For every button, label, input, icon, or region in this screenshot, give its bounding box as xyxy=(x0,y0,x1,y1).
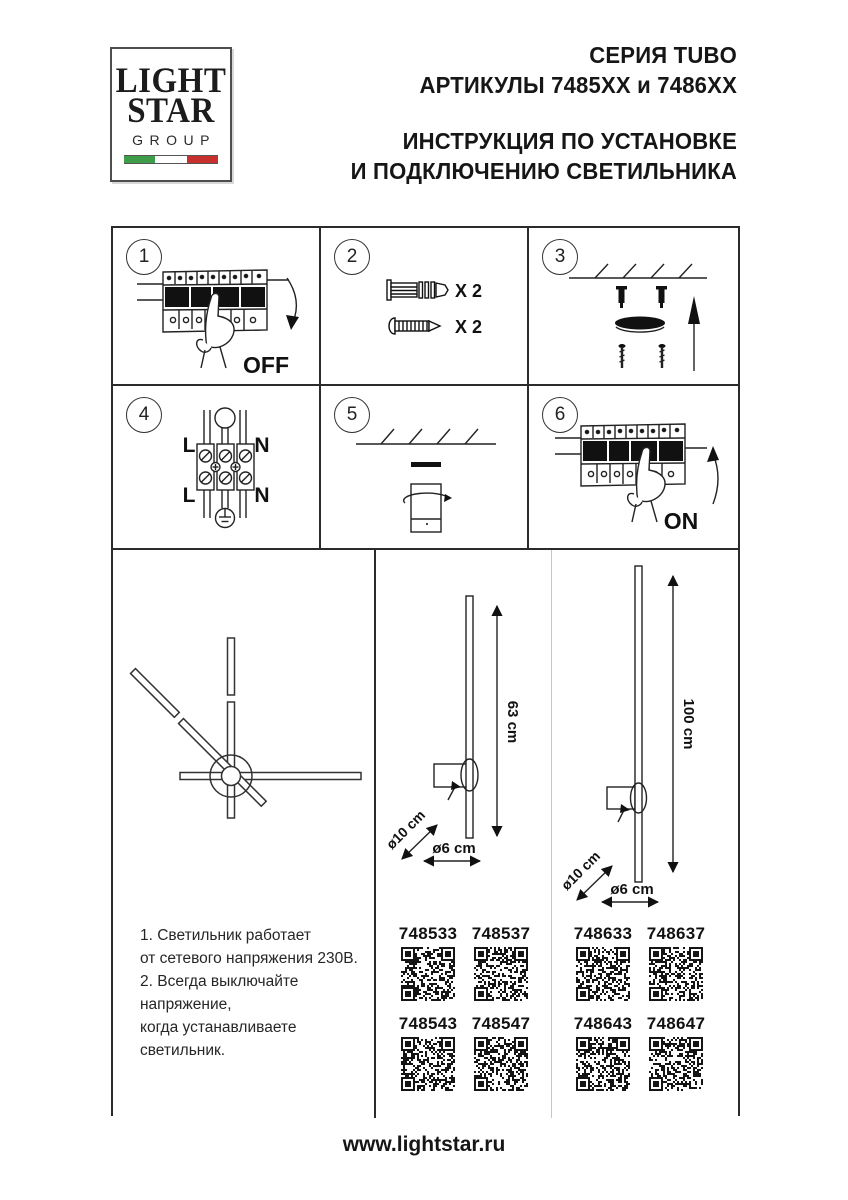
note-line: 2. Всегда выключайте напряжение, xyxy=(140,973,299,1013)
screw-icons xyxy=(619,344,666,368)
step-5-panel xyxy=(321,386,529,550)
wires-top xyxy=(204,410,246,444)
n-bottom-label: N xyxy=(254,484,270,507)
rotation-panel xyxy=(113,550,376,1118)
tube-diameter-label: ø6 cm xyxy=(610,881,654,898)
product-item xyxy=(647,1014,706,1091)
mount-diameter-label: ø10 cm xyxy=(557,847,604,894)
lamp-tube xyxy=(635,566,642,882)
product-item xyxy=(574,924,633,1001)
product-item xyxy=(472,924,531,1001)
lightstar-logo xyxy=(110,47,232,182)
terminal-blocks xyxy=(197,444,254,490)
lamp-63-dimension-diagram xyxy=(376,550,552,922)
note-line: когда устанавливаете светильник. xyxy=(140,1019,297,1059)
step-4-panel xyxy=(113,386,321,550)
product-item xyxy=(399,1014,458,1091)
tube-vertical-bottom xyxy=(228,702,235,818)
off-label: OFF xyxy=(243,352,289,378)
qr-code xyxy=(474,947,528,1001)
website-url: www.lightstar.ru xyxy=(342,1133,506,1156)
arrow-down-head xyxy=(286,315,299,330)
mount-hub xyxy=(222,767,241,786)
ceiling-line xyxy=(569,264,707,278)
header-titles xyxy=(351,40,737,186)
product-item xyxy=(472,1014,531,1091)
step-number-badge: 5 xyxy=(334,397,370,433)
l-bottom-label: L xyxy=(182,484,196,507)
step-number-badge: 6 xyxy=(542,397,578,433)
product-code: 748643 xyxy=(573,1014,633,1033)
breaker-toggles xyxy=(583,441,683,461)
step-number-badge: 2 xyxy=(334,239,370,275)
lamp-63-panel xyxy=(376,550,552,1118)
mount-diameter-label: ø10 cm xyxy=(382,806,429,853)
product-item xyxy=(399,924,458,1001)
tube-diagonal xyxy=(179,719,267,807)
flag-green xyxy=(124,156,155,163)
tube-vertical-top xyxy=(228,638,235,695)
length-label: 63 cm xyxy=(504,700,521,744)
screw-icon xyxy=(389,318,440,334)
tube-diameter-label: ø6 cm xyxy=(432,840,476,857)
canopy-box xyxy=(411,484,441,532)
product-item xyxy=(574,1014,633,1091)
lamp-100-dimension-diagram xyxy=(552,550,738,922)
step-2-panel xyxy=(321,228,529,386)
product-code: 748547 xyxy=(471,1014,531,1033)
qr-code xyxy=(401,1037,455,1091)
product-code: 748637 xyxy=(646,924,706,943)
note-line: 1. Светильник работает xyxy=(140,927,311,944)
on-label: ON xyxy=(663,508,699,534)
series-title: СЕРИЯ TUBO xyxy=(589,42,737,68)
logo-word-light: LIGHT xyxy=(115,61,227,100)
ground-symbol-icon xyxy=(216,508,235,528)
articles-title: АРТИКУЛЫ 7485XX и 7486XX xyxy=(419,72,737,98)
product-code: 748533 xyxy=(398,924,458,943)
dowel-icon xyxy=(387,280,448,300)
step-number-badge: 1 xyxy=(126,239,162,275)
flag-white xyxy=(155,156,186,163)
qr-code xyxy=(401,947,455,1001)
lamp-rotation-diagram xyxy=(113,550,374,922)
product-code: 748537 xyxy=(471,924,531,943)
safety-notes xyxy=(140,924,374,1062)
instruction-title-line1: ИНСТРУКЦИЯ ПО УСТАНОВКЕ xyxy=(402,128,737,154)
lamp-wire-circle xyxy=(215,408,235,428)
arrow-up-head xyxy=(707,446,719,462)
qr-code xyxy=(649,1037,703,1091)
arrow-up-curve xyxy=(713,454,718,504)
step-6-panel xyxy=(529,386,738,550)
lamp-100-panel xyxy=(552,550,738,1118)
qr-code xyxy=(474,1037,528,1091)
product-grid-63 xyxy=(396,924,533,1091)
logo-word-group: GROUP xyxy=(132,131,216,148)
note-line: от сетевого напряжения 230В. xyxy=(140,950,358,967)
screw-qty-label: X 2 xyxy=(455,317,483,337)
ceiling-line xyxy=(356,429,496,444)
mount-bar xyxy=(411,462,441,467)
product-grid-100 xyxy=(571,924,708,1091)
instruction-grid xyxy=(111,226,740,1116)
qr-code xyxy=(576,947,630,1001)
arrow-up-head xyxy=(688,296,700,324)
dowel-qty-label: X 2 xyxy=(455,281,483,301)
mount-plate xyxy=(615,317,665,330)
n-top-label: N xyxy=(254,434,270,457)
l-top-label: L xyxy=(182,434,196,457)
step-number-badge: 3 xyxy=(542,239,578,275)
length-label: 100 cm xyxy=(680,698,697,750)
tube-diagonal-detached xyxy=(131,669,180,718)
product-item xyxy=(647,924,706,1001)
tube-horizontal xyxy=(180,773,361,780)
anchor-icons xyxy=(616,286,667,308)
instruction-title-line2: И ПОДКЛЮЧЕНИЮ СВЕТИЛЬНИКА xyxy=(350,158,737,184)
italian-flag-icon xyxy=(124,155,218,164)
logo-word-star: STAR xyxy=(127,91,215,130)
rotation-arrow-head xyxy=(444,494,452,502)
qr-code xyxy=(649,947,703,1001)
step-number-badge: 4 xyxy=(126,397,162,433)
product-code: 748543 xyxy=(398,1014,458,1033)
product-code: 748647 xyxy=(646,1014,706,1033)
lamp-tube xyxy=(466,596,473,838)
flag-red xyxy=(187,156,218,163)
step-1-panel xyxy=(113,228,321,386)
qr-code xyxy=(576,1037,630,1091)
product-code: 748633 xyxy=(573,924,633,943)
step-3-panel xyxy=(529,228,738,386)
